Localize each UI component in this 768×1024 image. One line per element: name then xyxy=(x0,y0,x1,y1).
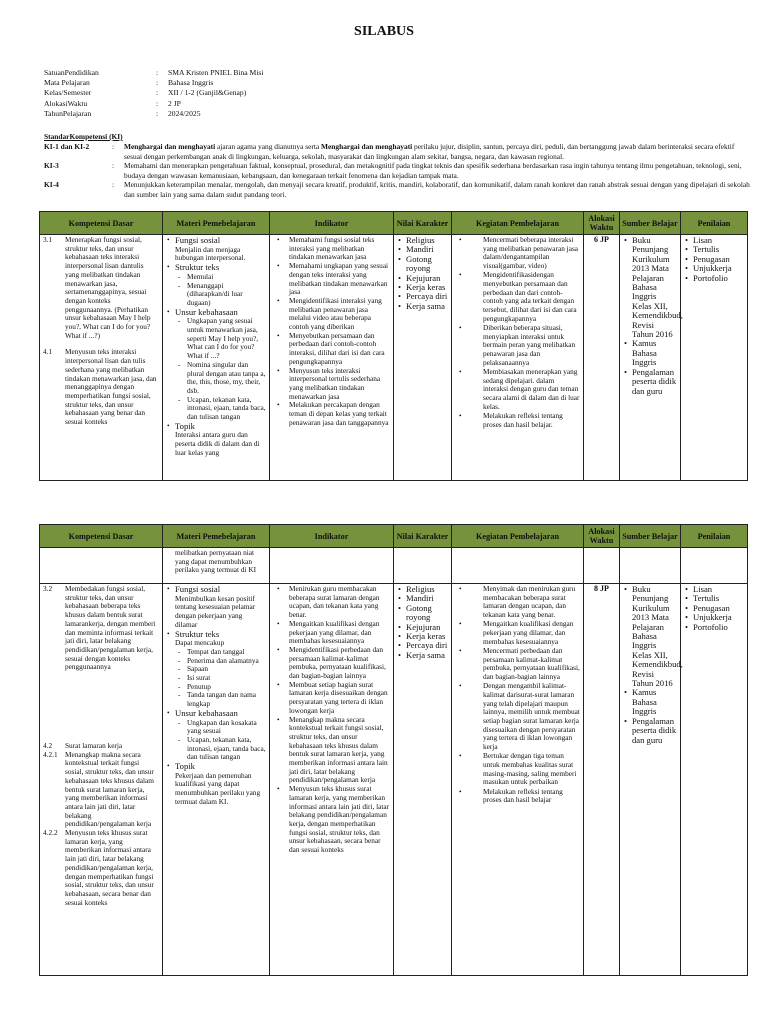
ki-bold: Menghargai dan menghayati xyxy=(124,142,216,151)
ki-colon: : xyxy=(112,161,115,171)
info-row xyxy=(44,109,264,119)
info-label: Kelas/Semester xyxy=(44,88,92,98)
kd-item xyxy=(43,236,159,340)
sumber-list xyxy=(623,584,683,745)
info-row xyxy=(44,78,264,88)
list-item: • Portofolio xyxy=(684,623,744,632)
list-item: • Unjukkerja xyxy=(684,613,744,622)
info-label: SatuanPendidikan xyxy=(44,68,99,77)
list-item: - Ungkapan yang sesuai untuk menawarkan jasa, seperti May I help you?, What can I do for you? What if ...? xyxy=(175,317,266,361)
list-item: - Ungkapan dan kosakata yang sesuai xyxy=(175,719,266,736)
info-row xyxy=(44,88,264,98)
list-item: • Dengan mengambil kalimat-kalimat darisurat-surat lamaran yang telah dipelajari maupun lainnya, memilih untuk membuat setiap bagian surat lamaran kerja disesuaikan dengan persyaratan yang tertera di iklan lowongan kerja xyxy=(455,682,580,752)
kd-number: 4.2 xyxy=(43,741,53,751)
list-item: • Melakukan percakapan dengan teman di depan kelas yang terkait penawaran jasa dan tanggapannya xyxy=(273,401,390,427)
list-item: • Menyimak dan menirukan guru membacakan beberapa surat lamaran dengan ucapan, dan tekanan kata yang benar. xyxy=(455,585,580,620)
cell-penilaian xyxy=(681,584,748,976)
list-item: • Buku Penunjang Kurikulum 2013 Mata Pelajaran Bahasa Inggris Kelas XII, Kemendikbud, Revisi Tahun 2016 xyxy=(623,236,677,339)
kd-item xyxy=(43,751,159,829)
indikator-list xyxy=(273,236,390,427)
list-item: - Menanggapi (diharapkan/di luar dugaan) xyxy=(175,282,266,308)
list-item: • Tertulis xyxy=(684,594,744,603)
table-row xyxy=(40,584,748,976)
list-item: • Menirukan guru membacakan beberapa surat lamaran dengan ucapan, dan tekanan kata yang benar. xyxy=(273,585,390,620)
header-row xyxy=(40,212,748,235)
kd-item xyxy=(43,348,159,426)
info-colon: : xyxy=(156,88,159,98)
header-sumber: Sumber Belajar xyxy=(620,212,681,235)
list-item: • Mengaitkan kualifikasi dengan pekerjaan yang dilamar, dan membahas kesesuaiannya xyxy=(273,620,390,646)
materi-heading: Struktur teks xyxy=(175,262,220,273)
header-materi: Materi Pemebelajaran xyxy=(163,525,270,548)
info-row xyxy=(44,68,264,78)
header-sumber: Sumber Belajar xyxy=(620,525,681,548)
list-item: • Percaya diri xyxy=(397,641,448,650)
cell-nilai xyxy=(394,235,452,481)
list-item: • Kerja sama xyxy=(397,651,448,660)
kd-item xyxy=(43,585,159,672)
list-item: - Ucapan, tekanan kata, intonasi, ejaan, tanda baca, dan tulisan tangan xyxy=(175,736,266,762)
header-nilai: Nilai Karakter xyxy=(394,525,452,548)
header-indikator: Indikator xyxy=(270,212,394,235)
list-item: • Percaya diri xyxy=(397,292,448,301)
list-item: • Portofolio xyxy=(684,274,744,283)
ki-colon: : xyxy=(112,180,115,190)
materi-section xyxy=(166,236,266,263)
list-item: • Kerja sama xyxy=(397,302,448,311)
info-colon: : xyxy=(156,68,159,77)
header-kd: Kompetensi Dasar xyxy=(40,212,163,235)
indikator-list xyxy=(273,585,390,855)
cell-materi xyxy=(163,584,270,976)
list-item: • Penugasan xyxy=(684,604,744,613)
cell-materi-continued xyxy=(163,548,270,584)
info-value: Bahasa Inggris xyxy=(168,78,214,88)
info-label: Mata Pelajaran xyxy=(44,78,90,88)
list-item: • Kejujuran xyxy=(397,623,448,632)
list-item: - Tempat dan tanggal xyxy=(175,648,266,657)
cell-empty xyxy=(452,548,584,584)
kegiatan-list xyxy=(455,585,580,805)
materi-text: Menimbulkan kesan positif tentang kesesuaian pelamar dengan pekerjaan yang dilamar xyxy=(175,593,256,629)
list-item: • Diberikan beberapa situasi, menyiapkan interaksi untuk bermain peran yang melibatkan penawaran jasa dan pelaksanaannya xyxy=(455,324,580,368)
list-item: • Kerja keras xyxy=(397,283,448,292)
nilai-list xyxy=(397,585,448,660)
info-colon: : xyxy=(156,98,159,108)
cell-penilaian xyxy=(681,235,748,481)
materi-text: Menjalin dan menjaga hubungan interpersonal. xyxy=(175,244,246,263)
ki-bold: Menghargai dan menghayati xyxy=(321,142,413,151)
list-item: • Tertulis xyxy=(684,245,744,254)
ki-text-part: ajaran agama yang dianutnya serta xyxy=(215,142,322,151)
list-item: • Penugasan xyxy=(684,255,744,264)
header-penilaian: Penilaian xyxy=(681,525,748,548)
materi-text: Pekerjaan dan pemenuhan kualifikasi yang dapat menumbuhkan perilaku yang termuat dalam KI. xyxy=(175,770,261,806)
materi-list xyxy=(166,236,266,458)
cell-alokasi: 8 JP xyxy=(584,584,620,976)
materi-text: Dapat mencakup xyxy=(175,638,225,648)
list-item: • Kamus Bahasa Inggris xyxy=(623,339,677,367)
list-item: • Melakukan refleksi tentang proses dan hasil belajar xyxy=(455,788,580,805)
list-item: • Bertukar dengan tiga teman untuk membahas kualitas surat masing-masing, saling memberi masukan untuk perbaikan xyxy=(455,752,580,787)
header-nilai: Nilai Karakter xyxy=(394,212,452,235)
header-indikator: Indikator xyxy=(270,525,394,548)
list-item: • Mencermati perbedaan dan persamaan kalimat-kalimat pembuka, pernyataan kualifikasi, dan bagian-bagian lainnya xyxy=(455,647,580,682)
materi-heading: Topik xyxy=(175,420,195,431)
materi-sublist xyxy=(175,719,266,763)
kd-number: 3.2 xyxy=(43,584,53,593)
ki-block xyxy=(44,132,752,200)
kd-number: 4.2.2 xyxy=(43,828,58,838)
cell-indikator xyxy=(270,584,394,976)
list-item: - Isi surat xyxy=(175,674,266,683)
cell-nilai xyxy=(394,584,452,976)
list-item: - Tanda tangan dan nama lengkap xyxy=(175,691,266,708)
cell-sumber xyxy=(620,584,681,976)
list-item: • Mengidentifikasi interaksi yang melibatkan penawaran jasa melalui video atau beberapa contoh yang diberikan xyxy=(273,297,390,332)
cell-materi xyxy=(163,235,270,481)
cell-empty xyxy=(584,548,620,584)
kd-text: Menangkap makna secara kontekstual terkait fungsi sosial, struktur teks, dan unsur kebahasaan teks khusus dalam bentuk surat lamaran kerja, yang memberikan informasi antara lain jati diri, latar belakang pendidikan/pengalaman kerja xyxy=(65,749,154,829)
materi-section xyxy=(166,263,266,308)
materi-sublist xyxy=(175,317,266,421)
cell-kd xyxy=(40,235,163,481)
list-item: • Mencermati beberapa interaksi yang melibatkan penawaran jasa dalam/dengantampilan visual(gambar, video) xyxy=(455,236,580,271)
ki-text: Memahami dan menerapkan pengetahuan faktual, konseptual, prosedural, dan metakognitif pada tingkat teknis dan spesifik sederhana berdasarkan rasa ingin tahunya tentang ilmu pengetahuan, teknologi, seni, budaya dengan wawasan kemanusiaan, kebangsaan, dan kenegaraan terkait fenomena dan kejadian tampak mata. xyxy=(124,161,742,180)
info-label: AlokasiWaktu xyxy=(44,98,88,108)
materi-heading: Fungsi sosial xyxy=(175,584,221,594)
materi-heading: Fungsi sosial xyxy=(175,235,221,245)
kd-text: Membedakan fungsi sosial, struktur teks, dan unsur kebahasaan beberapa teks khusus dalam bentuk surat lamarankerja, dengan memberi dan meminta informasi terkait jati diri, latar belakang pendidikan/pengalaman kerja, sesuai dengan konteks penggunaannya xyxy=(65,584,156,672)
ki-row xyxy=(44,180,752,199)
ki-text: Menunjukkan keterampilan menalar, mengolah, dan menyaji secara kreatif, produktif, kritis, mandiri, kolaboratif, dan komunikatif, dalam ranah konkret dan ranah abstrak sesuai dengan yang dipelajari di sekolah dan sumber lain yang sama dalam sudut pandang teori. xyxy=(124,180,750,199)
cell-empty xyxy=(681,548,748,584)
materi-section xyxy=(166,585,266,630)
page-title: SILABUS xyxy=(354,24,414,39)
list-item: • Membuat setiap bagian surat lamaran kerja disesuaikan dengan persyaratan yang tertera di iklan lowongan kerja xyxy=(273,681,390,716)
materi-section xyxy=(166,308,266,422)
list-item: • Membiasakan menerapkan yang sedang dipelajari. dalam interaksi dengan guru dan teman secara alami di dalam dan di luar kelas. xyxy=(455,368,580,412)
header-row xyxy=(40,525,748,548)
table-row xyxy=(40,548,748,584)
ki-label: KI-3 xyxy=(44,161,59,171)
materi-heading: Unsur kebahasaan xyxy=(175,306,238,317)
list-item: • Pengalaman peserta didik dan guru xyxy=(623,717,677,745)
list-item: • Mengidentifikasi perbedaan dan persamaan kalimat-kalimat pembuka, pernyataan kualifikasi, dan bagian-bagian lainnya xyxy=(273,646,390,681)
cell-empty xyxy=(270,548,394,584)
materi-text: Interaksi antara guru dan peserta didik di dalam dan di luar kelas yang xyxy=(175,430,260,457)
info-value: SMA Kristen PNIEL Bina Misi xyxy=(168,68,264,77)
cell-empty xyxy=(40,548,163,584)
list-item: • Religius xyxy=(397,585,448,594)
kd-number: 4.1 xyxy=(43,347,53,357)
kd-text: Menerapkan fungsi sosial, struktur teks, dan unsur kebahasaan teks interaksi interpersonal lisan dantulis yang melibatkan tindakan menawarkan jasa, sertamenanggapinya, sesuai dengan konteks penggunaannya. (Perhatikan unsur kebahasaan May I help you?, What can I do for you? What if ...?) xyxy=(65,235,151,340)
list-item: • Kejujuran xyxy=(397,274,448,283)
list-item: - Penutup xyxy=(175,683,266,692)
header-alokasi: Alokasi Waktu xyxy=(584,212,620,235)
list-item: - Sapaan xyxy=(175,665,266,674)
penilaian-list xyxy=(684,236,744,283)
ki-text xyxy=(124,142,752,161)
cell-sumber xyxy=(620,235,681,481)
kd-number: 4.2.1 xyxy=(43,749,58,759)
list-item: • Memahami fungsi sosial teks interaksi yang melibatkan tindakan menawarkan jasa xyxy=(273,236,390,262)
header-kegiatan: Kegiatan Pembelajaran xyxy=(452,212,584,235)
ki-text-part: perilaku jujur, disiplin, santun, percaya diri, peduli, dan bertanggung jawab dalam berinteraksi secara efektif sesuai dengan perkembangan anak di lingkungan, keluarga, sekolah, masyarakat dan lingkungan alam sekitar, bangsa, negara, dan kawasan regional. xyxy=(124,142,735,161)
cell-kegiatan xyxy=(452,584,584,976)
kegiatan-list xyxy=(455,236,580,429)
materi-list xyxy=(166,585,266,807)
sumber-list xyxy=(623,235,683,396)
materi-heading: Struktur teks xyxy=(175,628,220,639)
list-item: • Melakukan refleksi tentang proses dan hasil belajar. xyxy=(455,412,580,429)
cell-alokasi: 6 JP xyxy=(584,235,620,481)
cell-empty xyxy=(620,548,681,584)
list-item: • Menyusun teks interaksi interpersonal tertulis sederhana yang melibatkan tindakan menawarkan jasa xyxy=(273,367,390,402)
spacer xyxy=(43,672,159,742)
list-item: • Kamus Bahasa Inggris xyxy=(623,688,677,716)
materi-text: melibatkan pernyataan niat yang dapat menumbuhkan perilaku yang termuat di KI xyxy=(175,548,257,575)
list-item: • Buku Penunjang Kurikulum 2013 Mata Pelajaran Bahasa Inggris Kelas XII, Kemendikbud, Revisi Tahun 2016 xyxy=(623,585,677,688)
list-item: - Penerima dan alamatnya xyxy=(175,657,266,666)
materi-heading: Unsur kebahasaan xyxy=(175,707,238,718)
syllabus-table-2 xyxy=(39,524,748,976)
list-item: • Lisan xyxy=(684,236,744,245)
header-penilaian: Penilaian xyxy=(681,212,748,235)
ki-label: KI-4 xyxy=(44,180,59,190)
list-item: • Pengalaman peserta didik dan guru xyxy=(623,368,677,396)
info-value: 2024/2025 xyxy=(168,108,201,118)
kd-text: Menyusun teks interaksi interpersonal lisan dan tulis sederhana yang melibatkan tindakan menawarkan jasa, dan menanggapinya dengan memperhatikan fungsi sosial, struktur teks, dan unsur kebahasaan yang benar dan sesuai konteks xyxy=(65,347,157,427)
cell-kd xyxy=(40,584,163,976)
ki-row xyxy=(44,142,752,161)
cell-indikator xyxy=(270,235,394,481)
materi-heading: Topik xyxy=(175,761,195,772)
ki-label: KI-1 dan KI-2 xyxy=(44,142,90,151)
cell-empty xyxy=(394,548,452,584)
list-item: • Lisan xyxy=(684,585,744,594)
info-value: 2 JP xyxy=(168,98,181,108)
penilaian-list xyxy=(684,585,744,632)
list-item: • Menangkap makna secara kontekstual terkait fungsi sosial, struktur teks, dan unsur kebahasaan teks khusus dalam bentuk surat lamaran kerja, yang memberikan informasi antara lain jati diri, latar belakang pendidikan/pengalaman kerja xyxy=(273,716,390,786)
header-kd: Kompetensi Dasar xyxy=(40,525,163,548)
materi-section xyxy=(166,422,266,458)
table-row xyxy=(40,235,748,481)
header-alokasi: Alokasi Waktu xyxy=(584,525,620,548)
list-item: • Mandiri xyxy=(397,245,448,254)
materi-sublist xyxy=(175,648,266,709)
header-kegiatan: Kegiatan Pembelajaran xyxy=(452,525,584,548)
kd-item xyxy=(43,829,159,907)
syllabus-table-1 xyxy=(39,211,748,481)
list-item: • Mengidentifikasidengan menyebutkan persamaan dan perbedaan dan dari contoh-contoh yang ada terkait dengan tersebut, dilihat dari isi dan cara pengungkapannya xyxy=(455,271,580,323)
ki-row xyxy=(44,161,752,180)
materi-sublist xyxy=(175,273,266,308)
list-item: • Memahami ungkapan yang sesuai dengan teks interaksi yang melibatkan tindakan menawarkan jasa xyxy=(273,262,390,297)
info-row xyxy=(44,99,264,109)
list-item: • Kerja keras xyxy=(397,632,448,641)
kd-text: Menyusun teks khusus surat lamaran kerja, yang memberikan informasi antara lain jati diri, latar belakang pendidikan/pengalaman kerja, dengan memperhatikan fungsi sosial, struktur teks, dan unsur kebahasaan, secara benar dan sesuai konteks xyxy=(65,828,154,907)
info-block xyxy=(44,68,264,119)
list-item: - Memulai xyxy=(175,273,266,282)
info-value: XII / 1-2 (Ganjil&Genap) xyxy=(168,88,247,98)
list-item: • Mengaitkan kualifikasi dengan pekerjaan yang dilamar, dan membahas kesesuaiannya xyxy=(455,620,580,646)
nilai-list xyxy=(397,236,448,311)
list-item: • Gotong royong xyxy=(397,255,448,274)
info-colon: : xyxy=(156,78,159,88)
ki-title: StandarKompetensi (KI) xyxy=(44,132,123,141)
list-item: - Ucapan, tekanan kata, intonasi, ejaan, tanda baca, dan tulisan tangan xyxy=(175,396,266,422)
cell-kegiatan xyxy=(452,235,584,481)
list-item: • Menyebutkan persamaan dan perbedaan dari contoh-contoh interaksi, dilihat dari isi dan cara pengungkapannya xyxy=(273,332,390,367)
header-materi: Materi Pemebelajaran xyxy=(163,212,270,235)
kd-number: 3.1 xyxy=(43,235,53,244)
materi-section xyxy=(166,630,266,709)
list-item: • Unjukkerja xyxy=(684,264,744,273)
materi-section xyxy=(166,709,266,762)
list-item: - Nomina singular dan plural dengan atau tanpa a, the, this, those, my, their, dsb. xyxy=(175,361,266,396)
materi-section xyxy=(166,762,266,807)
ki-colon: : xyxy=(112,142,115,151)
list-item: • Religius xyxy=(397,236,448,245)
list-item: • Mandiri xyxy=(397,594,448,603)
list-item: • Menyusun teks khusus surat lamaran kerja, yang memberikan informasi antara lain jati diri, latar belakang pendidikan/pengalaman kerja, dengan memperhatikan fungsi sosial, struktur teks, dan unsur kebahasaan, secara benar dan sesuai konteks xyxy=(273,785,390,855)
list-item: • Gotong royong xyxy=(397,604,448,623)
kd-text: Surat lamaran kerja xyxy=(65,741,123,751)
info-colon: : xyxy=(156,108,159,118)
info-label: TahunPelajaran xyxy=(44,108,92,118)
